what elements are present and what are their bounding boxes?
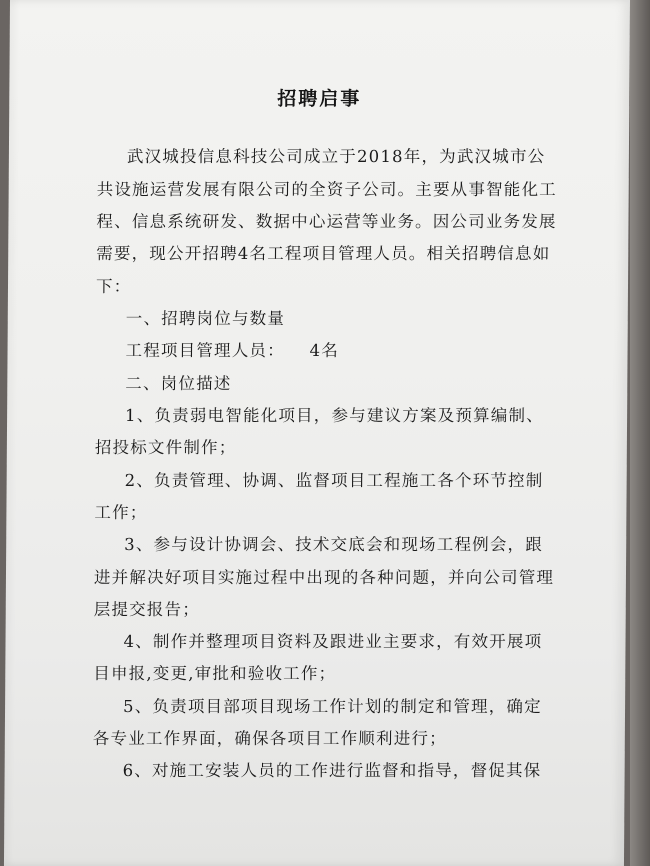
- duty-line-10: 5、负责项目部项目现场工作计划的制定和管理，确定: [123, 697, 542, 716]
- intro-line-3: 程、信息系统研发、数据中心运营等业务。因公司业务发展: [96, 212, 557, 231]
- duty-line-12: 6、对施工安装人员的工作进行监督和指导，督促其保: [122, 761, 542, 780]
- intro-line-4: 需要，现公开招聘4名工程项目管理人员。相关招聘信息如: [96, 244, 551, 263]
- duty-line-6: 进并解决好项目实施过程中出现的各种问题，并向公司管理: [93, 568, 555, 587]
- document-page: [4, 0, 630, 866]
- section2-heading: 二、岗位描述: [125, 374, 232, 393]
- intro-line-5: 下：: [95, 277, 132, 296]
- duty-line-3: 2、负责管理、协调、监督项目工程施工各个环节控制: [124, 471, 544, 490]
- position-count: 4名: [309, 341, 340, 360]
- duty-line-11: 各专业工作界面，确保各项目工作顺利进行；: [92, 729, 447, 748]
- duty-line-4: 工作；: [94, 503, 148, 522]
- intro-line-1: 武汉城投信息科技公司成立于2018年，为武汉城市公: [126, 147, 546, 166]
- duty-line-7: 层提交报告；: [93, 600, 201, 619]
- background-edge: [630, 0, 650, 866]
- document-title: 招聘启事: [277, 88, 362, 110]
- intro-line-2: 共设施运营发展有限公司的全资子公司。主要从事智能化工: [96, 180, 557, 199]
- duty-line-9: 目申报,变更,审批和验收工作；: [93, 664, 337, 683]
- section1-heading: 一、招聘岗位与数量: [125, 309, 286, 328]
- position-name: 工程项目管理人员：: [125, 341, 285, 360]
- duty-line-5: 3、参与设计协调会、技术交底会和现场工程例会，跟: [124, 535, 544, 554]
- duty-line-1: 1、负责弱电智能化项目，参与建议方案及预算编制、: [125, 406, 544, 425]
- duty-line-2: 招投标文件制作；: [94, 438, 237, 457]
- duty-line-8: 4、制作并整理项目资料及跟进业主要求，有效开展项: [123, 632, 543, 651]
